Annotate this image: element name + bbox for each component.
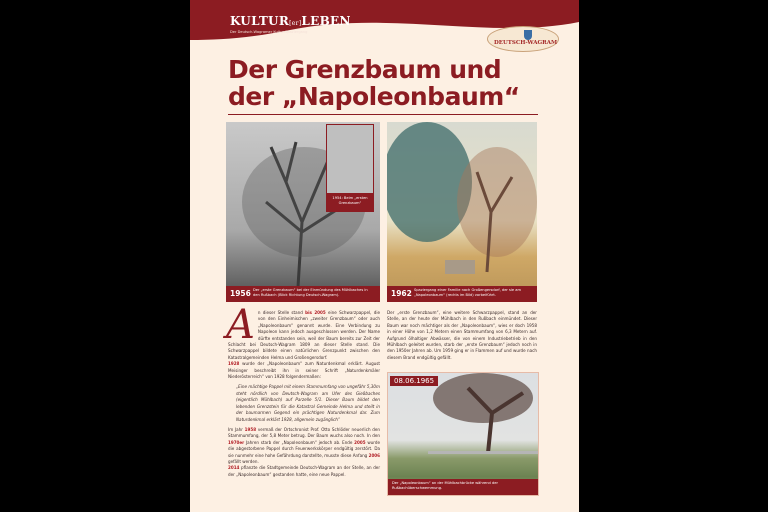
photo-1954-inset: 1954: Beim „ersten Grenzbaum“ [326,124,374,212]
quote-block: „Eine mächtige Pappel mit einem Stammumfang von ungefähr 5,30m steht nördlich von Deutsch-Wagram am Ufer des Gießbaches (eigentlich Mühlbach) auf Parzelle 5/1. Dieser Baum bildet den lebenden Grenzstein für die Katastral Gemeinde Helma und steilt in der baumarmen Gegend ein prächtigen Naturdenkmal dar. Zum Naturdenkmal erklärt 1928, allgemein zugänglich“ [236,384,380,422]
tree-illustration [388,373,538,495]
photo-caption: Der „Napoleonbaum“ an der Mühlbachbrücke während der Rußbachüberschwemmung. [388,479,538,495]
photo-caption: 1956 Der „erste Grenzbaum“ bei der Einmündung des Mühlbaches in den Rußbach (Blick Richtung Deutsch-Wagram). [226,286,380,302]
brand-logo: KULTUR[er]LEBEN [230,14,351,28]
coat-of-arms-icon [524,30,532,40]
poster [190,0,579,512]
article-column-1: An dieser Stelle stand bis 2005 eine Schwarzpappel, die von den Einheimischen „zweiter Grenzbaum“ oder auch „Napoleonbaum“ genannt wurde. Eine Verbindung zu Napoleon kann jedoch ausgeschlossen werden. Der Name dürfte entstanden sein, weil der Baum bereits zur Zeit der Schlacht bei Deutsch-Wagram 1809 an dieser Stelle stand. Die Schwarzpappel bildete einen natürlichen Grenzpunkt zwischen den Katastralgemeinden Helma und Großengersdorf. 1928 wurde der „Napoleonbaum“ zum Naturdenkmal erklärt. August Meisinger beschreibt ihn in seiner Schrift „Naturdenkmäler Niederösterreich“ von 1928 folgendermaßen: „Eine mächtige Pappel mit einem Stammumfang von ungefähr 5,30m steht nördlich von Deutsch-Wagram am Ufer des Gießbaches (eigentlich Mühlbach) auf Parzelle 5/1. Dieser Baum bildet den lebenden Grenzstein für die Katastral Gemeinde Helma und steilt in der baumarmen Gegend ein prächtigen Naturdenkmal dar. Zum Naturdenkmal erklärt 1928, allgemein zugänglich“ Im Jahr 1958 vermaß der Ortschronist Prof. Otto Schlöder neuerlich den Stammumfang, der 5,8 Meter betrug. Der Baum wuchs also noch. In den 1970er Jahren starb der „Napoleonbaum“ jedoch ab. Ende 2005 wurde die abgestorbene Pappel durch Feuerwerkskörper endgültig zerstört. Da sie nunmehr eine hohe Gefährdung darstellte, musste diese Anfang 2006 gefällt werden. 2014 pflanzte die Stadtgemeinde Deutsch-Wagram an der Stelle, an der der „Napoleonbaum“ gestanden hatte, eine neue Pappel. [226,302,380,477]
drop-cap: A [226,302,255,348]
photo-1965-napoleonbaum-flood [387,372,539,496]
photo-caption: 1962 Spaziergang einer Familie nach Großengersdorf, der sie am „Napoleonbaum“ (rechts im Bild) vorbeiführt. [387,286,537,302]
page-title: Der Grenzbaum und der „Napoleonbaum“ [228,55,520,111]
title-divider [228,114,538,115]
photo-1962-napoleonbaum [387,122,537,302]
article-column-2: Der „erste Grenzbaum“, eine weitere Schwarzpappel, stand an der Stelle, an der heute der Mühlbach in den Rußbach einmündet. Dieser Baum war noch mächtiger als der „Napoleonbaum“, wies er doch 1958 in einer Höhe von 1,2 Metern einen Stammumfang von 6,3 Metern auf. Aufgrund ölhaltiger Abwässer, die von einem Industriebetrieb in den Mühlbach geleitet wurden, starb der „erste Grenzbaum“ jedoch noch in den 1950er Jahren ab. Um 1959 ging er in Flammen auf und wurde nach diesem Brand endgültig gefällt. [387,310,537,360]
tree-illustration [387,122,537,302]
header-banner [190,0,579,48]
date-badge: 08.06.1965 [390,376,438,386]
deutsch-wagram-logo: DEUTSCH-WAGRAM [487,26,559,52]
tagline: Der Deutsch-Wagramer Kultur-Spaziergang [230,30,308,34]
